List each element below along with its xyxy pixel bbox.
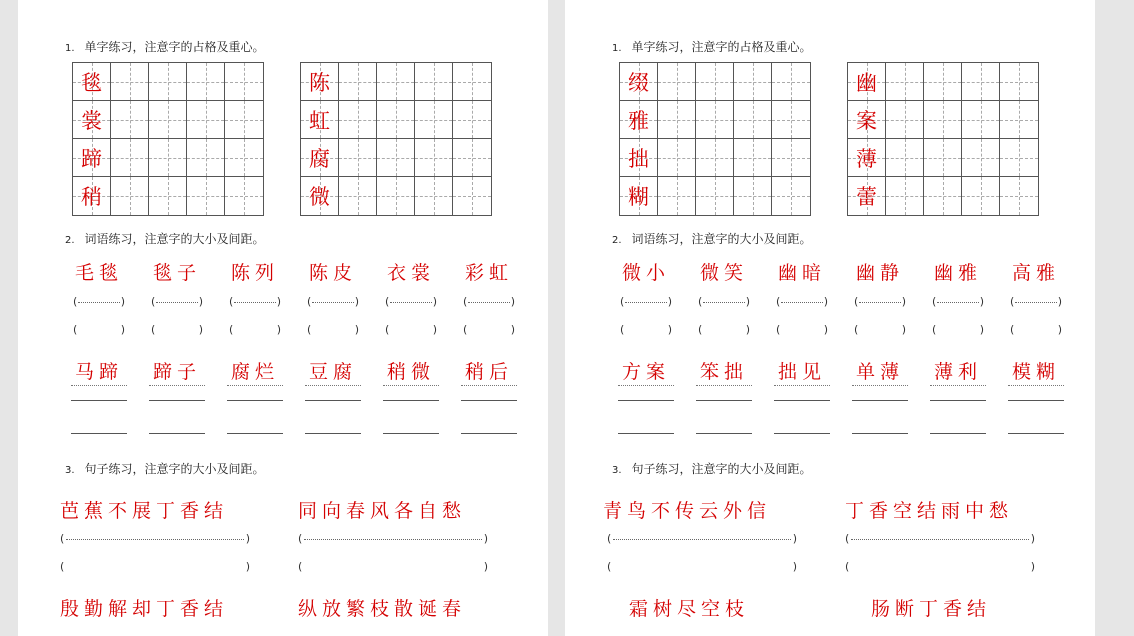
answer-line[interactable] [216, 385, 294, 386]
practice-word: 陈列 [230, 262, 279, 284]
answer-blank[interactable]: ( ) [854, 323, 906, 336]
paren-answer-row [607, 323, 1075, 336]
section-number: 2. [65, 235, 75, 246]
answer-blank[interactable]: ( ) [620, 323, 672, 336]
grid-character: 缀 [628, 70, 649, 95]
grid-cell [620, 139, 658, 177]
practice-sentence: 芭蕉不展丁香结 [60, 500, 229, 522]
grid-cell [187, 101, 225, 139]
grid-cell [73, 177, 111, 215]
sentence-answer-blank[interactable]: ( ) [845, 560, 1035, 573]
line-answer-row [60, 400, 528, 401]
grid-cell [1000, 177, 1038, 215]
grid-cell [1000, 63, 1038, 101]
grid-cell [73, 101, 111, 139]
grid-cell [848, 63, 886, 101]
grid-cell [848, 177, 886, 215]
practice-word: 方案 [621, 361, 670, 383]
answer-line[interactable] [841, 385, 919, 386]
section-title: 单字练习，注意字的占格及重心。 [84, 40, 265, 54]
sentence-answer-blank[interactable]: ( ) [60, 560, 250, 573]
practice-grid-2 [300, 62, 492, 216]
section-number: 1. [65, 43, 75, 54]
practice-word: 蹄子 [152, 361, 201, 383]
grid-character: 微 [309, 185, 330, 209]
answer-line[interactable] [607, 433, 685, 434]
practice-sentence: 殷勤解却丁香结 [60, 598, 229, 620]
answer-blank[interactable]: ( ) [229, 323, 281, 336]
grid-character: 拙 [628, 146, 649, 171]
answer-line[interactable] [997, 433, 1075, 434]
grid-character: 裳 [81, 108, 102, 133]
grid-cell [848, 101, 886, 139]
heading-single-char [65, 38, 265, 55]
answer-blank[interactable]: ( ) [932, 295, 984, 308]
paren-answer-row [60, 323, 528, 336]
section-number: 1. [612, 43, 622, 54]
grid-cell [415, 63, 453, 101]
heading-words [65, 230, 265, 247]
answer-blank[interactable]: ( ) [73, 295, 125, 308]
answer-line[interactable] [60, 400, 138, 401]
heading-words [612, 230, 812, 247]
practice-word: 豆腐 [308, 361, 357, 383]
grid-cell [453, 139, 491, 177]
grid-cell [377, 139, 415, 177]
answer-line[interactable] [372, 400, 450, 401]
practice-word: 彩虹 [464, 262, 513, 284]
practice-grid-1 [619, 62, 811, 216]
word-row [607, 357, 1075, 384]
practice-sentence: 丁香空结雨中愁 [845, 500, 1014, 522]
worksheet-page-left [18, 0, 548, 636]
answer-line[interactable] [763, 385, 841, 386]
grid-cell [886, 139, 924, 177]
paren-answer-row [60, 295, 528, 308]
word-row [607, 258, 1075, 285]
answer-line[interactable] [294, 433, 372, 434]
answer-blank[interactable]: ( ) [307, 295, 359, 308]
answer-line[interactable] [138, 433, 216, 434]
grid-cell [187, 177, 225, 215]
answer-line[interactable] [372, 385, 450, 386]
grid-cell [225, 177, 263, 215]
sentence-answer-blank[interactable]: ( ) [60, 532, 250, 545]
grid-character: 幽 [856, 70, 877, 95]
grid-cell [453, 101, 491, 139]
grid-cell [772, 139, 810, 177]
practice-word: 毯子 [152, 262, 201, 284]
grid-cell [415, 101, 453, 139]
grid-character: 腐 [309, 146, 330, 171]
practice-sentence: 青鸟不传云外信 [603, 500, 772, 522]
sentence-answer-blank[interactable]: ( ) [298, 560, 488, 573]
practice-word: 马蹄 [74, 361, 123, 383]
practice-sentence: 纵放繁枝散诞春 [298, 598, 467, 620]
section-title: 词语练习，注意字的大小及间距。 [84, 232, 265, 246]
answer-blank[interactable]: ( ) [776, 323, 828, 336]
answer-blank[interactable]: ( ) [385, 323, 437, 336]
practice-word: 高雅 [1011, 262, 1060, 284]
grid-character: 薄 [856, 146, 877, 171]
word-row [60, 357, 528, 384]
answer-blank[interactable]: ( ) [1010, 295, 1062, 308]
answer-line[interactable] [685, 385, 763, 386]
answer-blank[interactable]: ( ) [932, 323, 984, 336]
answer-blank[interactable]: ( ) [1010, 323, 1062, 336]
answer-line[interactable] [685, 400, 763, 401]
answer-line[interactable] [919, 433, 997, 434]
grid-cell [886, 101, 924, 139]
grid-cell [301, 139, 339, 177]
grid-cell [73, 63, 111, 101]
grid-cell [377, 101, 415, 139]
practice-word: 微小 [621, 262, 670, 284]
section-title: 句子练习，注意字的大小及间距。 [84, 462, 265, 476]
answer-line[interactable] [997, 385, 1075, 386]
answer-line[interactable] [763, 400, 841, 401]
practice-word: 腐烂 [230, 361, 279, 383]
grid-cell [658, 139, 696, 177]
answer-line[interactable] [997, 400, 1075, 401]
grid-character: 陈 [309, 70, 330, 95]
paren-answer-row [607, 295, 1075, 308]
grid-cell [339, 177, 377, 215]
word-row [60, 258, 528, 285]
grid-cell [734, 177, 772, 215]
section-title: 句子练习，注意字的大小及间距。 [631, 462, 812, 476]
grid-cell [924, 177, 962, 215]
grid-cell [658, 63, 696, 101]
practice-word: 薄利 [933, 361, 982, 383]
grid-character: 蹄 [81, 146, 102, 171]
grid-cell [962, 139, 1000, 177]
grid-character: 案 [856, 108, 877, 133]
practice-word: 毛毯 [74, 262, 123, 284]
grid-cell [734, 63, 772, 101]
answer-line[interactable] [60, 433, 138, 434]
answer-line[interactable] [450, 400, 528, 401]
answer-line[interactable] [450, 385, 528, 386]
grid-cell [924, 101, 962, 139]
answer-blank[interactable]: ( ) [463, 295, 515, 308]
grid-character: 糊 [628, 185, 649, 209]
grid-cell [962, 177, 1000, 215]
practice-sentence: 霜树尽空枝 [629, 598, 750, 620]
grid-cell [696, 177, 734, 215]
grid-cell [111, 177, 149, 215]
grid-cell [225, 139, 263, 177]
grid-cell [301, 63, 339, 101]
practice-word: 微笑 [699, 262, 748, 284]
answer-blank[interactable]: ( ) [698, 323, 750, 336]
grid-cell [149, 101, 187, 139]
grid-cell [225, 63, 263, 101]
practice-word: 陈皮 [308, 262, 357, 284]
practice-word: 拙见 [777, 361, 826, 383]
grid-cell [772, 63, 810, 101]
answer-line[interactable] [216, 400, 294, 401]
practice-word: 稍后 [464, 361, 513, 383]
answer-blank[interactable]: ( ) [151, 295, 203, 308]
grid-cell [111, 63, 149, 101]
grid-cell [696, 63, 734, 101]
grid-cell [620, 177, 658, 215]
grid-cell [886, 177, 924, 215]
line-answer-row [60, 433, 528, 434]
practice-word: 幽静 [855, 262, 904, 284]
heading-single-char [612, 38, 812, 55]
practice-word: 模糊 [1011, 361, 1060, 383]
practice-grid-2 [847, 62, 1039, 216]
grid-cell [772, 101, 810, 139]
heading-sentences [65, 460, 265, 477]
grid-cell [149, 63, 187, 101]
sentence-answer-blank[interactable]: ( ) [845, 532, 1035, 545]
answer-line[interactable] [216, 433, 294, 434]
answer-blank[interactable]: ( ) [385, 295, 437, 308]
heading-sentences [612, 460, 812, 477]
grid-cell [73, 139, 111, 177]
grid-cell [772, 177, 810, 215]
grid-character: 虹 [309, 108, 330, 133]
answer-line[interactable] [294, 400, 372, 401]
grid-cell [848, 139, 886, 177]
grid-cell [620, 63, 658, 101]
grid-cell [225, 101, 263, 139]
grid-cell [415, 177, 453, 215]
answer-line[interactable] [372, 433, 450, 434]
grid-cell [924, 63, 962, 101]
grid-cell [187, 63, 225, 101]
answer-blank[interactable]: ( ) [854, 295, 906, 308]
grid-cell [453, 177, 491, 215]
answer-blank[interactable]: ( ) [307, 323, 359, 336]
grid-cell [1000, 101, 1038, 139]
practice-word: 衣裳 [386, 262, 435, 284]
grid-character: 蕾 [856, 185, 877, 209]
section-number: 3. [612, 465, 622, 476]
grid-cell [1000, 139, 1038, 177]
grid-cell [734, 101, 772, 139]
section-number: 3. [65, 465, 75, 476]
answer-line[interactable] [919, 400, 997, 401]
section-number: 2. [612, 235, 622, 246]
practice-word: 单薄 [855, 361, 904, 383]
answer-line[interactable] [685, 433, 763, 434]
grid-cell [962, 63, 1000, 101]
answer-blank[interactable]: ( ) [73, 323, 125, 336]
grid-cell [339, 139, 377, 177]
grid-cell [658, 177, 696, 215]
practice-word: 稍微 [386, 361, 435, 383]
grid-cell [734, 139, 772, 177]
grid-cell [415, 139, 453, 177]
answer-line[interactable] [450, 433, 528, 434]
sentence-answer-blank[interactable]: ( ) [298, 532, 488, 545]
grid-cell [377, 177, 415, 215]
grid-cell [301, 101, 339, 139]
grid-cell [696, 139, 734, 177]
answer-line[interactable] [294, 385, 372, 386]
grid-cell [339, 101, 377, 139]
answer-blank[interactable]: ( ) [620, 295, 672, 308]
answer-blank[interactable]: ( ) [776, 295, 828, 308]
sentence-answer-blank[interactable]: ( ) [607, 532, 797, 545]
practice-sentence: 肠断丁香结 [871, 598, 992, 620]
grid-cell [924, 139, 962, 177]
grid-cell [111, 101, 149, 139]
line-answer-row [607, 433, 1075, 434]
grid-cell [187, 139, 225, 177]
section-title: 词语练习，注意字的大小及间距。 [631, 232, 812, 246]
grid-cell [696, 101, 734, 139]
answer-blank[interactable]: ( ) [229, 295, 281, 308]
practice-sentence: 同向春风各自愁 [298, 500, 467, 522]
answer-blank[interactable]: ( ) [698, 295, 750, 308]
answer-line[interactable] [919, 385, 997, 386]
answer-line[interactable] [138, 400, 216, 401]
grid-cell [886, 63, 924, 101]
grid-cell [962, 101, 1000, 139]
grid-cell [339, 63, 377, 101]
practice-word: 幽暗 [777, 262, 826, 284]
section-title: 单字练习，注意字的占格及重心。 [631, 40, 812, 54]
grid-cell [149, 177, 187, 215]
grid-character: 稍 [81, 185, 102, 209]
answer-blank[interactable]: ( ) [463, 323, 515, 336]
worksheet-page-right [565, 0, 1095, 636]
grid-cell [658, 101, 696, 139]
practice-word: 笨拙 [699, 361, 748, 383]
line-answer-row [607, 385, 1075, 386]
grid-cell [301, 177, 339, 215]
answer-line[interactable] [763, 433, 841, 434]
line-answer-row [60, 385, 528, 386]
practice-grid-1 [72, 62, 264, 216]
grid-character: 雅 [628, 108, 649, 133]
grid-cell [453, 63, 491, 101]
answer-line[interactable] [607, 400, 685, 401]
answer-line[interactable] [60, 385, 138, 386]
line-answer-row [607, 400, 1075, 401]
grid-cell [149, 139, 187, 177]
grid-cell [620, 101, 658, 139]
grid-character: 毯 [81, 70, 102, 95]
answer-line[interactable] [841, 400, 919, 401]
answer-line[interactable] [841, 433, 919, 434]
answer-line[interactable] [607, 385, 685, 386]
practice-word: 幽雅 [933, 262, 982, 284]
answer-blank[interactable]: ( ) [151, 323, 203, 336]
answer-line[interactable] [138, 385, 216, 386]
grid-cell [111, 139, 149, 177]
grid-cell [377, 63, 415, 101]
sentence-answer-blank[interactable]: ( ) [607, 560, 797, 573]
